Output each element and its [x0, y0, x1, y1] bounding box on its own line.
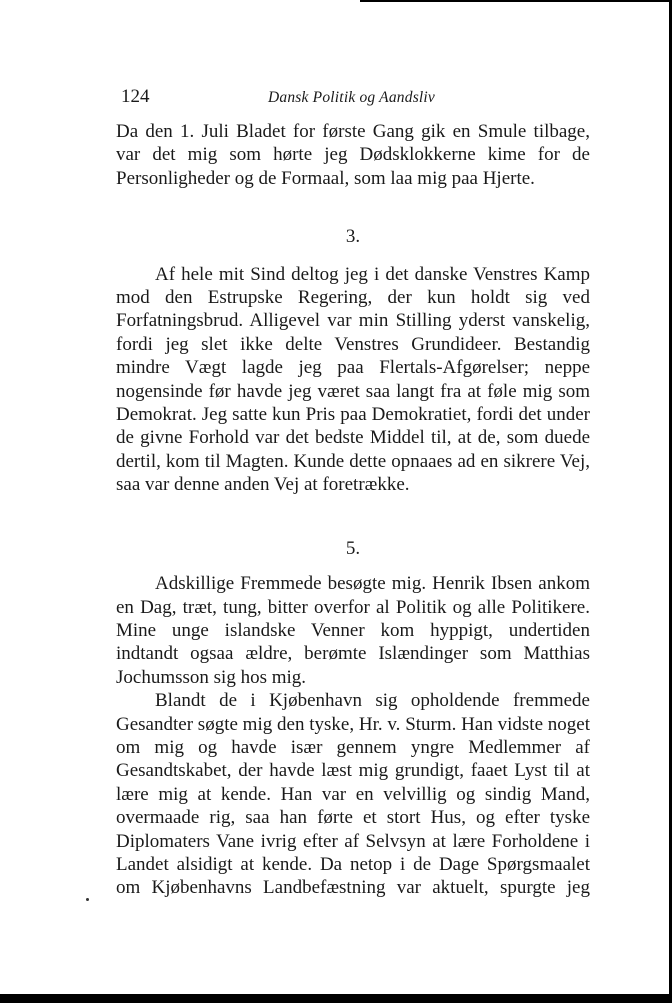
paragraph-1: Da den 1. Juli Bladet for første Gang gik en Smule tilbage, var det mig som hørte jeg Dødsklokkerne kime for de Personligheder og de Formaal, som laa mig paa Hjerte.	[116, 121, 590, 189]
section-number-3: 3.	[345, 226, 361, 248]
section-number-5: 5.	[345, 537, 361, 559]
running-head	[116, 86, 590, 116]
page-number: 124	[121, 86, 150, 107]
paragraph-3: Adskillige Fremmede besøgte mig. Henrik Ibsen ankom en Dag, træt, tung, bitter overfor al Politik og alle Politikere. Mine unge islandske Venner kom hyppigt, undertiden indtandt ogsaa ældre, berømte Islændinger som Matthias Jochumsson sig hos mig.	[116, 573, 590, 688]
running-title: Dansk Politik og Aandsliv	[268, 89, 436, 106]
scan-speck	[86, 898, 89, 901]
body-text	[116, 120, 590, 900]
paragraph-4: Blandt de i Kjøbenhavn sig opholdende fremmede Gesandter søgte mig den tyske, Hr. v. Sturm. Han vidste noget om mig og havde især gennem yngre Medlemmer af Gesandtskabet, der havde læst mig grundigt, faaet Lyst til at lære mig at kende. Han var en velvillig og sindig Mand, overmaade rig, saa han førte et stort Hus, og efter tyske Diplomaters Vane ivrig efter af Selvsyn at lære Forholdene i Landet alsidigt at kende. Da netop i de Dage Spørgsmaalet om Kjøbenhavns Landbefæstning var aktuelt, spurgte jeg	[116, 690, 590, 899]
paragraph-2: Af hele mit Sind deltog jeg i det danske Venstres Kamp mod den Estrupske Regering, der kun holdt sig ved Forfatningsbrud. Alligevel var min Stilling yderst vanskelig, fordi jeg slet ikke delte Venstres Grundideer. Bestandig mindre Vægt lagde jeg paa Flertals-Afgørelser; neppe nogensinde før havde jeg været saa langt fra at føle mig som Demokrat. Jeg satte kun Pris paa Demokratiet, fordi det under de givne Forhold var det bedste Middel til, at de, som duede dertil, kom til Magten. Kunde dette opnaaes ad en sikrere Vej, saa var denne anden Vej at foretrække.	[116, 263, 590, 496]
scan-edge-top	[360, 0, 672, 2]
scan-edge-bottom	[0, 994, 672, 1003]
book-page	[116, 86, 590, 900]
